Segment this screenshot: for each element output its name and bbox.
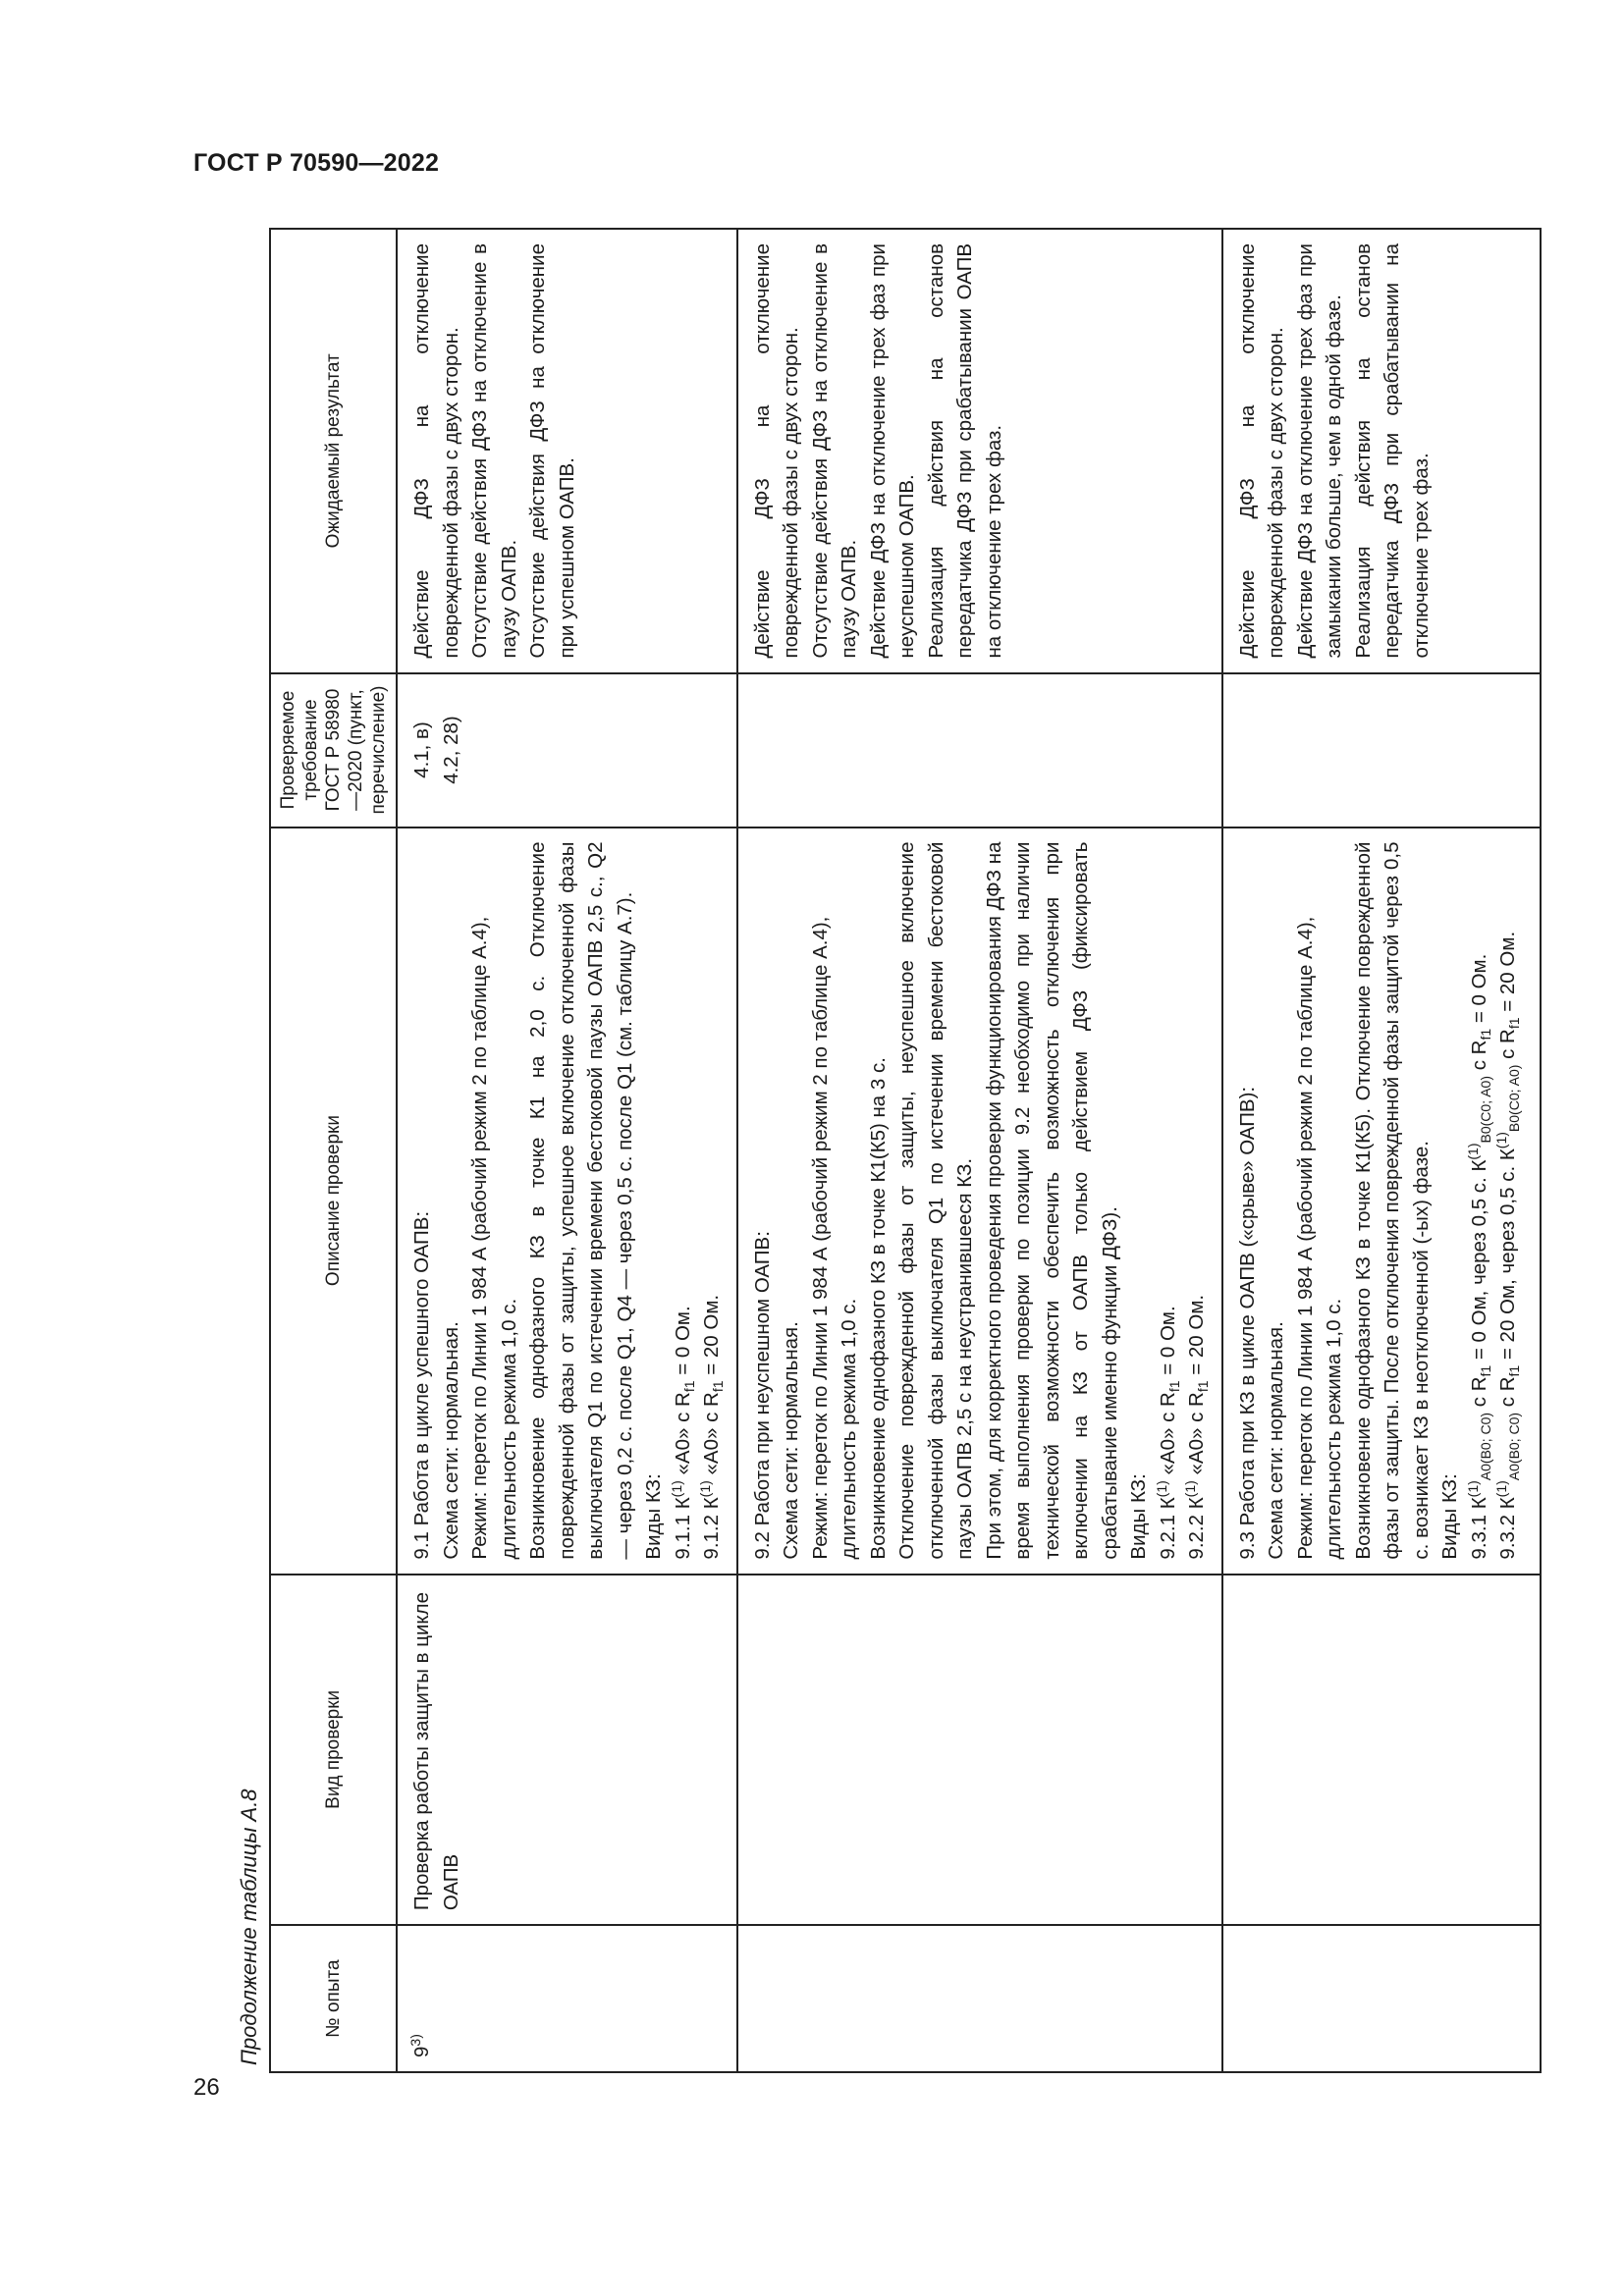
table-row	[397, 229, 737, 2072]
kz-item: 9.1.2 $К^{(1)}$ «А0» с $R_{f1} = 20$ Ом.	[697, 1294, 727, 1560]
col-header-ref: Проверяемое требование ГОСТ Р 58980—2020 (пункт, перечисление)	[270, 673, 397, 828]
experiment-number: 9$^{3)}$	[397, 1925, 737, 2072]
kz-item: 9.3.1 $К^{(1)}_{A0(B0; C0)}$ с $R_{f1} = 0$ Ом, через 0,5 с. $К^{(1)}_{B0(C0; A0)}$ с $R_{f1} = 0$ Ом.	[1464, 953, 1493, 1560]
check-description: 9.2 Работа при неуспешном ОАПВ: Схема сети: нормальная. Режим: переток по Линии 1 984 А (рабочий режим 2 по таблице А.4), длительность режима 1,0 с. Возникновение однофазного КЗ в точке К1(К5) на 3 с. Отключение поврежденной фазы от защиты, неуспешное включение отключенной фазы выключателя Q1 по истечении времени бестоковой паузы ОАПВ 2,5 с на неустранившееся КЗ. При этом, для корректного проведения проверки функционирования ДФЗ на время выполнения проверки по позиции 9.2 необходимо при наличии технической возможности обеспечить возможность отключения при включении на КЗ от ОАПВ только действием ДФЗ (фиксировать срабатывание именно функции ДФЗ). Виды КЗ: 9.2.1 $К^{(1)}$ «А0» с $R_{f1} = 0$ Ом. 9.2.2 $К^{(1)}$ «А0» с $R_{f1} = 20$ Ом.	[737, 828, 1222, 1575]
kz-item: 9.2.2 $К^{(1)}$ «А0» с $R_{f1} = 20$ Ом.	[1182, 1294, 1212, 1560]
requirement-ref	[1222, 673, 1541, 828]
kz-item: 9.1.1 $К^{(1)}$ «А0» с $R_{f1} = 0$ Ом.	[668, 1306, 697, 1560]
col-header-num: № опыта	[270, 1925, 397, 2072]
requirement-ref: 4.1, в) 4.2, 28)	[397, 673, 737, 828]
check-type	[737, 1575, 1222, 1926]
expected-result: Действие ДФЗ на отключение поврежденной фазы с двух сторон. Отсутствие действия ДФЗ на отключение в паузу ОАПВ. Отсутствие действия ДФЗ на отключение при успешном ОАПВ.	[397, 229, 737, 673]
table-header-row	[270, 229, 397, 2072]
table-caption: Продолжение таблицы А.8	[237, 1789, 261, 2065]
table-row	[1222, 229, 1541, 2072]
experiment-number	[737, 1925, 1222, 2072]
check-type	[1222, 1575, 1541, 1926]
table-row	[737, 229, 1222, 2072]
check-type: Проверка работы защиты в цикле ОАПВ	[397, 1575, 737, 1926]
check-description: 9.1 Работа в цикле успешного ОАПВ: Схема сети: нормальная. Режим: переток по Линии 1 984 А (рабочий режим 2 по таблице А.4), длительность режима 1,0 с. Возникновение однофазного КЗ в точке К1 на 2,0 с. Отключение поврежденной фазы от защиты, успешное включение отключенной фазы выключателя Q1 по истечении времени бестоковой паузы ОАПВ 2,5 с., Q2 — через 0,2 с. после Q1, Q4 — через 0,5 с. после Q1 (см. таблицу А.7). Виды КЗ: 9.1.1 $К^{(1)}$ «А0» с $R_{f1} = 0$ Ом. 9.1.2 $К^{(1)}$ «А0» с $R_{f1} = 20$ Ом.	[397, 828, 737, 1575]
check-description: 9.3 Работа при КЗ в цикле ОАПВ («срыве» ОАПВ): Схема сети: нормальная. Режим: переток по Линии 1 984 А (рабочий режим 2 по таблице А.4), длительность режима 1,0 с. Возникновение однофазного КЗ в точке К1(К5). Отключение поврежденной фазы от защиты. После отключения поврежденной фазы защитой через 0,5 с. возникает КЗ в неотключенной (-ых) фазе. Виды КЗ: 9.3.1 $К^{(1)}_{A0(B0; C0)}$ с $R_{f1} = 0$ Ом, через 0,5 с. $К^{(1)}_{B0(C0; A0)}$ с $R_{f1} = 0$ Ом. 9.3.2 $К^{(1)}_{A0(B0; C0)}$ с $R_{f1} = 20$ Ом, через 0,5 с. $К^{(1)}_{B0(C0; A0)}$ с $R_{f1} = 20$ Ом.	[1222, 828, 1541, 1575]
expected-result: Действие ДФЗ на отключение поврежденной фазы с двух сторон. Отсутствие действия ДФЗ на отключение в паузу ОАПВ. Действие ДФЗ на отключение трех фаз при неуспешном ОАПВ. Реализация действия на останов передатчика ДФЗ при срабатывании ОАПВ на отключение трех фаз.	[737, 229, 1222, 673]
page-number: 26	[193, 2074, 220, 2101]
test-table	[269, 228, 1542, 2073]
col-header-kind: Вид проверки	[270, 1575, 397, 1926]
col-header-desc: Описание проверки	[270, 828, 397, 1575]
kz-item: 9.3.2 $К^{(1)}_{A0(B0; C0)}$ с $R_{f1} = 20$ Ом, через 0,5 с. $К^{(1)}_{B0(C0; A0)}$ с $R_{f1} = 20$ Ом.	[1493, 931, 1523, 1560]
requirement-ref	[737, 673, 1222, 828]
kz-item: 9.2.1 $К^{(1)}$ «А0» с $R_{f1} = 0$ Ом.	[1153, 1306, 1182, 1560]
expected-result: Действие ДФЗ на отключение поврежденной фазы с двух сторон. Действие ДФЗ на отключение трех фаз при замыкании больше, чем в одной фазе. Реализация действия на останов передатчика ДФЗ при срабатывании на отключение трех фаз.	[1222, 229, 1541, 673]
document-header: ГОСТ Р 70590—2022	[193, 149, 440, 177]
col-header-result: Ожидаемый результат	[270, 229, 397, 673]
experiment-number	[1222, 1925, 1541, 2072]
rotated-table-page	[233, 228, 1607, 2073]
